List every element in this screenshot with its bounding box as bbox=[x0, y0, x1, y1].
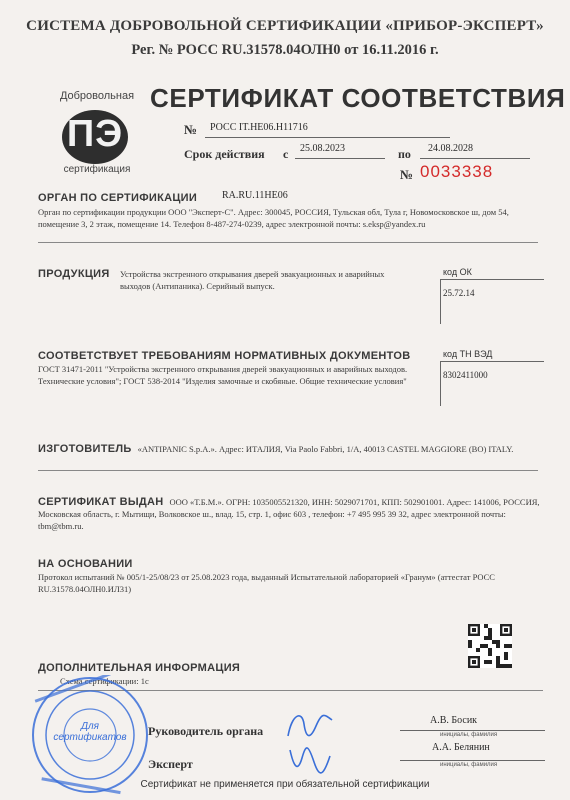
basis-details: Протокол испытаний № 005/1-25/08/23 от 25.08.2023 года, выданный Испытательной лабораторией «Гранум» (аттестат РОСС RU.31578.04ОЛН0.ИЛ31) bbox=[38, 572, 495, 594]
tnved-code-box bbox=[440, 349, 544, 406]
conformity-documents: ГОСТ 31471-2011 "Устройства экстренного открывания дверей эвакуационных и аварийных выходов. Технические условия"; ГОСТ 538-2014 "Изделия замочные и скобяные. Общие технические условия" bbox=[38, 364, 408, 386]
product-description: Устройства экстренного открывания дверей эвакуационных и аварийных выходов (Антипаника). Серийный выпуск. bbox=[120, 269, 385, 291]
seal-text-line2: сертификатов bbox=[53, 732, 127, 743]
expert-name-line bbox=[400, 760, 545, 761]
certificate-number: РОСС IT.НЕ06.Н11716 bbox=[210, 122, 308, 133]
expert-name: А.А. Белянин bbox=[432, 742, 490, 753]
certificate-title: СЕРТИФИКАТ СООТВЕТСТВИЯ bbox=[150, 83, 566, 113]
number-underline bbox=[205, 137, 450, 138]
organ-heading: ОРГАН ПО СЕРТИФИКАЦИИ bbox=[38, 192, 198, 204]
organ-details: Орган по сертификации продукции ООО "Эксперт-С". Адрес: 300045, РОССИЯ, Тульская обл, Тула г, Новомосковское ш, дом 54, помещение 3, 2 этаж, помещение 14. Телефон 8-487-274-0239, адрес электронной почты: s.eksp@yandex.ru bbox=[38, 207, 509, 229]
expert-name-caption: инициалы, фамилия bbox=[440, 762, 498, 768]
conformity-heading: СООТВЕТСТВУЕТ ТРЕБОВАНИЯМ НОРМАТИВНЫХ ДОКУМЕНТОВ bbox=[38, 350, 411, 362]
additional-heading: ДОПОЛНИТЕЛЬНАЯ ИНФОРМАЦИЯ bbox=[38, 662, 241, 674]
organ-divider bbox=[38, 242, 538, 243]
head-name-caption: инициалы, фамилия bbox=[440, 732, 498, 738]
logo-mark: ПЭ bbox=[66, 113, 124, 155]
number-label: № bbox=[184, 122, 198, 137]
pe-logo bbox=[52, 88, 142, 178]
organ-code: RA.RU.11НЕ06 bbox=[222, 190, 288, 201]
from-underline bbox=[295, 158, 385, 159]
validity-label: Срок действия bbox=[184, 147, 265, 161]
expert-signature bbox=[280, 738, 340, 778]
manufacturer-details: «ANTIPANIC S.p.A.». Адрес: ИТАЛИЯ, Via Paolo Fabbri, 1/A, 40013 CASTEL MAGGIORE (BO) ITALY. bbox=[137, 444, 514, 454]
issued-block bbox=[38, 496, 540, 532]
head-name: А.В. Босик bbox=[430, 715, 478, 726]
footer-note: Сертификат не применяется при обязательной сертификации bbox=[140, 779, 430, 790]
validity-to-label: по bbox=[398, 147, 411, 161]
product-heading: ПРОДУКЦИЯ bbox=[38, 268, 110, 280]
tnved-code: 8302411000 bbox=[443, 370, 488, 380]
manufacturer-divider bbox=[38, 470, 538, 471]
logo-top-text: Добровольная bbox=[59, 90, 135, 102]
validity-from-date: 25.08.2023 bbox=[300, 143, 345, 154]
seal-text-line1: Для bbox=[80, 721, 100, 732]
seal-text bbox=[30, 721, 150, 743]
issued-details: ООО «Т.Б.М.». ОГРН: 1035005521320, ИНН: 5029071701, КПП: 502901001. Адрес: 141006, РОССИЯ, Московская область, г. Мытищи, Волковское ш., влад. 15, стр. 1, офис 603 , телефон: +7 495 995 39 32, адрес электронной почты: tbm@tbm.ru. bbox=[38, 497, 540, 531]
expert-label: Эксперт bbox=[148, 757, 193, 771]
product-code-label: код ОК bbox=[443, 267, 472, 277]
manufacturer-block bbox=[38, 443, 538, 455]
additional-details: Схема сертификации: 1с bbox=[60, 676, 149, 686]
head-label: Руководитель органа bbox=[148, 724, 264, 738]
tnved-code-label: код ТН ВЭД bbox=[443, 349, 493, 359]
blue-seal-icon bbox=[30, 675, 150, 795]
product-code: 25.72.14 bbox=[443, 288, 475, 298]
qr-code-icon bbox=[468, 624, 512, 668]
to-underline bbox=[420, 158, 530, 159]
validity-from-label: с bbox=[283, 147, 289, 161]
serial-number: 0033338 bbox=[420, 162, 494, 181]
product-code-box bbox=[440, 267, 544, 324]
basis-heading: НА ОСНОВАНИИ bbox=[38, 558, 133, 570]
manufacturer-heading: ИЗГОТОВИТЕЛЬ bbox=[38, 443, 132, 455]
system-registration: Рег. № РОСС RU.31578.04ОЛН0 от 16.11.2016 г. bbox=[131, 42, 439, 58]
system-title: СИСТЕМА ДОБРОВОЛЬНОЙ СЕРТИФИКАЦИИ «ПРИБОР-ЭКСПЕРТ» bbox=[26, 18, 544, 34]
validity-to-date: 24.08.2028 bbox=[428, 143, 473, 154]
issued-heading: СЕРТИФИКАТ ВЫДАН bbox=[38, 496, 164, 508]
serial-label: № bbox=[400, 167, 414, 182]
head-name-line bbox=[400, 730, 545, 731]
logo-bottom-text: сертификация bbox=[63, 164, 131, 175]
